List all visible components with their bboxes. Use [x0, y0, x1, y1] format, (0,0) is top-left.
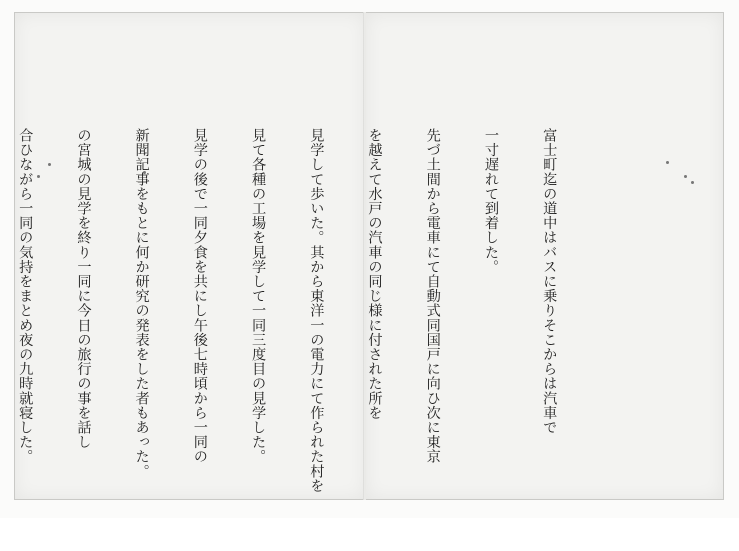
speck-mark: [684, 175, 687, 178]
handwritten-manuscript: [0, 128, 597, 493]
speck-mark: [691, 181, 694, 184]
manuscript-line: 合ひながら一同の気持をまとめ夜の九時就寝した。: [17, 128, 34, 464]
manuscript-line: 見学の後で一同夕食を共にし午後七時頃から一同の: [191, 128, 208, 464]
manuscript-line: 新聞記事をもとに何か研究の発表をした者もあった。: [133, 128, 150, 479]
manuscript-line: 見学して歩いた。其から東洋一の電力にて作られた村を: [308, 128, 325, 493]
manuscript-line: 富士町迄の道中はバスに乗りそこからは汽車で: [541, 128, 558, 435]
manuscript-line: を越えて水戸の汽車の同じ様に付された所を: [366, 128, 383, 420]
manuscript-line: 先づ土間から電車にて自動式同国戸に向ひ次に東京: [424, 128, 441, 464]
manuscript-line: 一寸遅れて到着した。: [482, 128, 499, 274]
manuscript-line: の宮城の見学を終り一同に今日の旅行の事を話し: [75, 128, 92, 450]
manuscript-line: 見て各種の工場を見学して一同三度目の見学した。: [250, 128, 267, 464]
speck-mark: [666, 161, 669, 164]
